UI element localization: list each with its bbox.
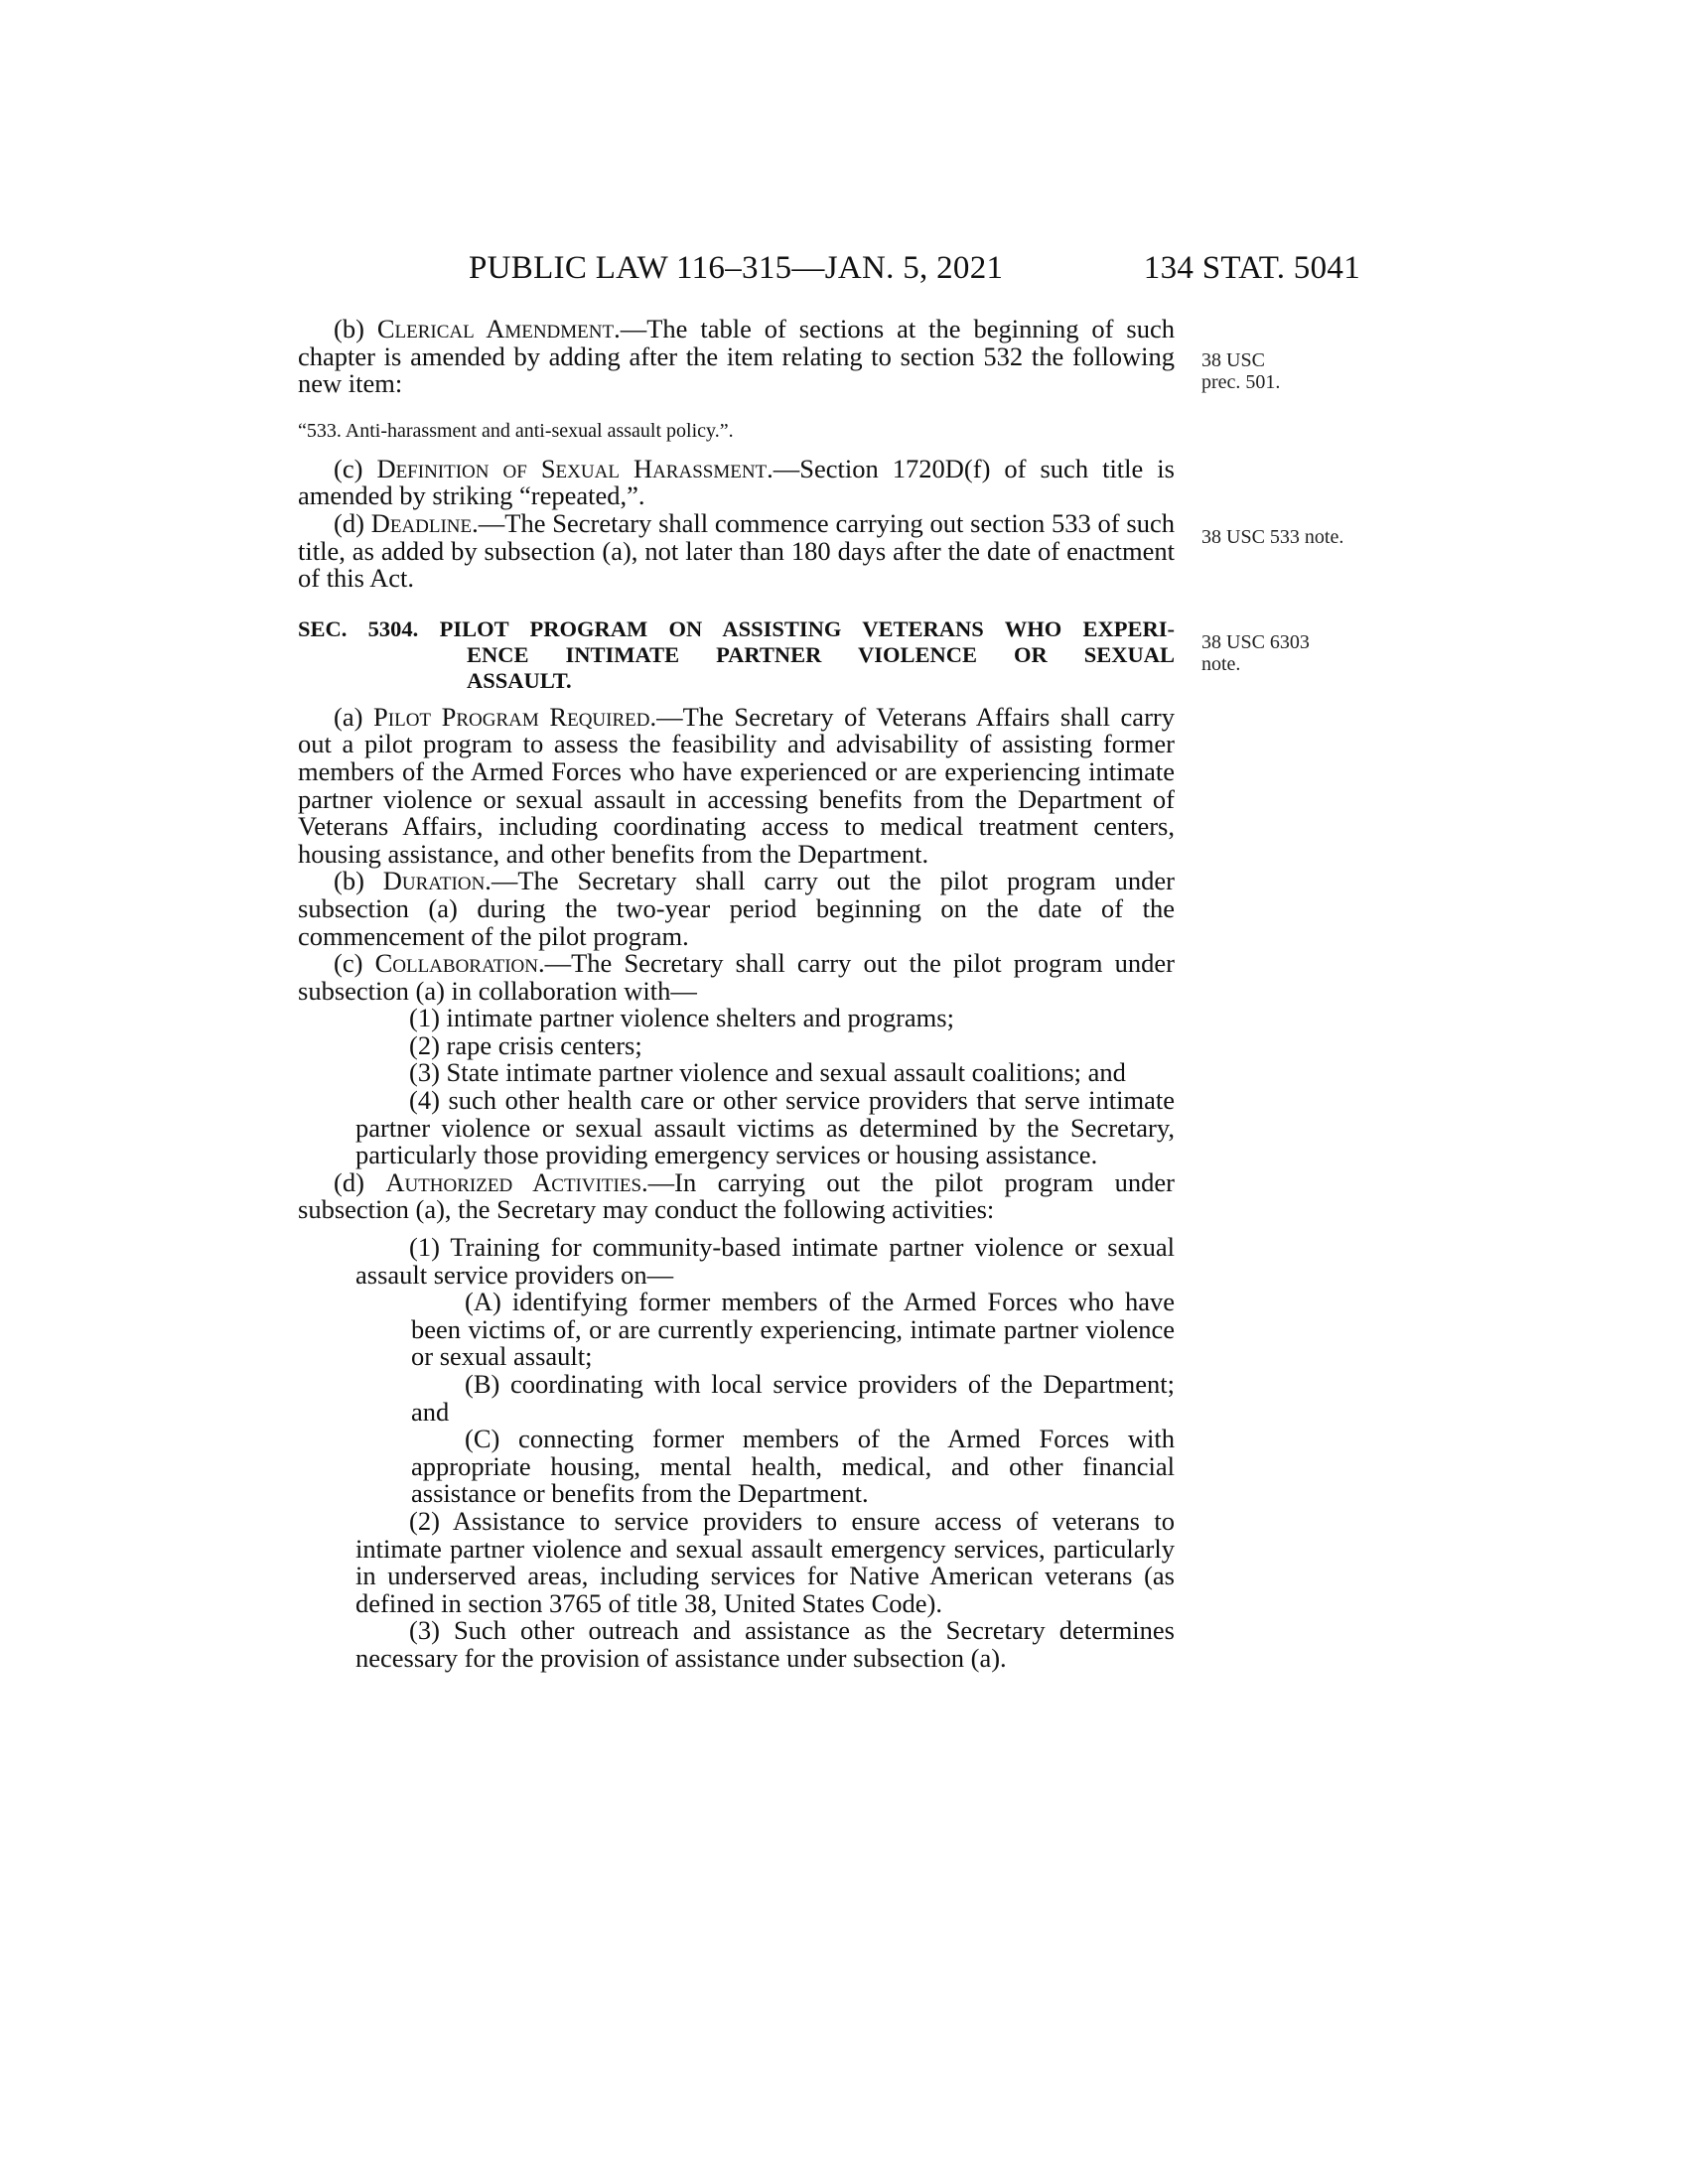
list-item: (3) State intimate partner violence and sexual assault coalitions; and [409, 1057, 1126, 1088]
sub-list-item: (C) connecting former members of the Armed Forces with appropriate housing, mental health, medical, and other financial assistance or benefits from the Department. [411, 1424, 1175, 1509]
margin-note-38-usc-prec-501: 38 USC prec. 501. [1201, 349, 1281, 393]
list-item: (2) rape crisis centers; [409, 1029, 642, 1060]
section-number: SEC. 5304. [298, 615, 419, 641]
sub-list-item: (A) identifying former members of the Armed Forces who have been victims of, or are currently experiencing, intimate partner violence or sexual assault; [411, 1287, 1175, 1372]
subsection-c-collaboration: (c) Collaboration.—The Secretary shall carry out the pilot program under subsection (a) in collaboration with— [298, 948, 1175, 1006]
subsection-d-deadline: (d) Deadline.—The Secretary shall commence carrying out section 533 of such title, as added by subsection (a), not later than 180 days after the date of enactment of this Act. [298, 507, 1175, 594]
document-body [298, 316, 1175, 1673]
list-item: (3) Such other outreach and assistance as the Secretary determines necessary for the provision of assistance under subsection (a). [355, 1615, 1175, 1673]
subsection-b-clerical-amendment: (b) Clerical Amendment.—The table of sections at the beginning of such chapter is amended by adding after the item relating to section 532 the following new item: [298, 314, 1175, 399]
table-of-sections-item: “533. Anti-harassment and anti-sexual assault policy.”. [298, 419, 734, 442]
margin-note-38-usc-6303: 38 USC 6303 note. [1201, 631, 1310, 675]
sub-list-item: (B) coordinating with local service providers of the Department; and [411, 1369, 1175, 1427]
list-item: (4) such other health care or other service providers that serve intimate partner violence or sexual assault victims as determined by the Secretary, particularly those providing emergency services or housing assistance. [355, 1085, 1175, 1170]
subsection-a-pilot-program-required: (a) Pilot Program Required.—The Secretary of Veterans Affairs shall carry out a pilot program to assess the feasibility and advisability of assisting former members of the Armed Forces who have experienced or are experiencing intimate partner violence or sexual assault in accessing benefits from the Department of Veterans Affairs, including coordinating access to medical treatment centers, housing assistance, and other benefits from the Department. [298, 701, 1175, 869]
subsection-d-authorized-activities: (d) Authorized Activities.—In carrying out the pilot program under subsection (a), the Secretary may conduct the following activities: [298, 1166, 1175, 1225]
page-header [298, 250, 1360, 290]
margin-note-38-usc-533: 38 USC 533 note. [1201, 526, 1344, 548]
list-item: (1) Training for community-based intimate partner violence or sexual assault service providers on— [355, 1232, 1175, 1290]
header-title: PUBLIC LAW 116–315—JAN. 5, 2021 [469, 250, 1004, 286]
header-stat-page: 134 STAT. 5041 [1143, 250, 1360, 286]
subsection-c-definition: (c) Definition of Sexual Harassment.—Section 1720D(f) of such title is amended by striking “repeated,”. [298, 453, 1175, 511]
list-item: (2) Assistance to service providers to ensure access of veterans to intimate partner violence and sexual assault emergency services, particularly in underserved areas, including services for Native American veterans (as defined in section 3765 of title 38, United States Code). [355, 1505, 1175, 1618]
subsection-b-duration: (b) Duration.—The Secretary shall carry out the pilot program under subsection (a) during the two-year period beginning on the date of the commencement of the pilot program. [298, 866, 1175, 951]
section-heading: SEC. 5304. PILOT PROGRAM ON ASSISTING VETERANS WHO EXPERI- ENCE INTIMATE PARTNER VIOLENCE OR SEXUAL ASSAULT. [298, 615, 1175, 693]
list-item: (1) intimate partner violence shelters and programs; [409, 1003, 954, 1033]
